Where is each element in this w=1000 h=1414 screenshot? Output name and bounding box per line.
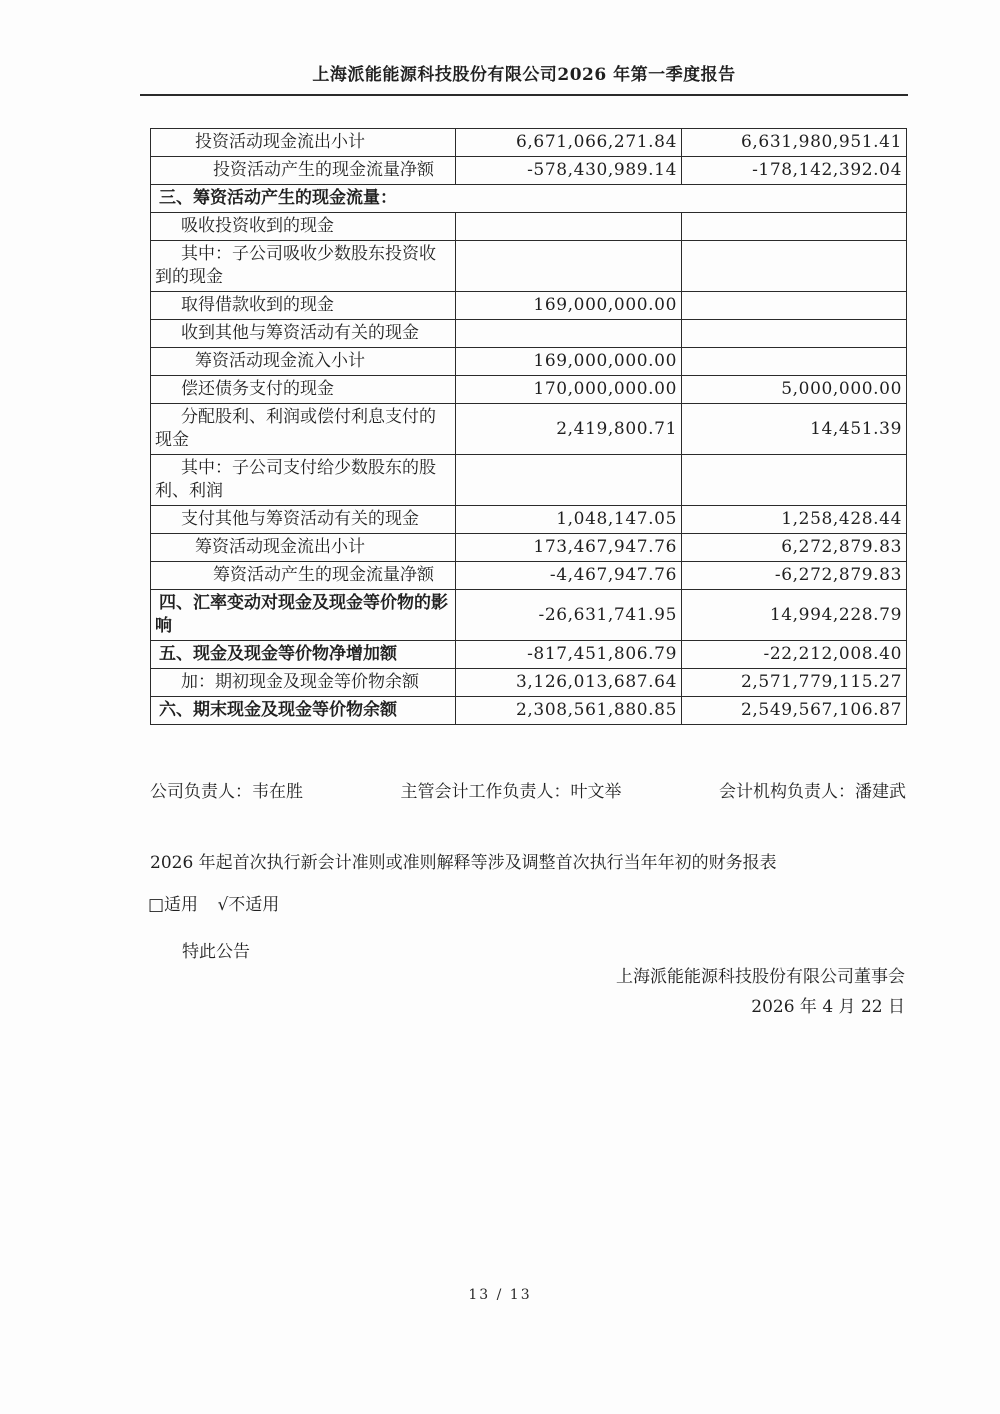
row-label: 其中：子公司吸收少数股东投资收到的现金 <box>151 241 456 292</box>
table-row <box>151 562 907 590</box>
row-value-current-period <box>456 241 682 292</box>
row-value-prior-period <box>682 241 907 292</box>
row-value-current-period: -26,631,741.95 <box>456 590 682 641</box>
row-value-prior-period: -178,142,392.04 <box>682 157 907 185</box>
table-row <box>151 185 907 213</box>
document-title: 上海派能能源科技股份有限公司2026 年第一季度报告 <box>312 65 736 85</box>
accounting-org-head-signature: 会计机构负责人：潘建武 <box>719 782 906 802</box>
row-value-prior-period <box>682 455 907 506</box>
row-value-current-period <box>456 455 682 506</box>
row-value-current-period: 169,000,000.00 <box>456 348 682 376</box>
row-label: 六、期末现金及现金等价物余额 <box>151 697 456 725</box>
checkbox-not-applicable: √不适用 <box>217 895 280 915</box>
page-footer <box>0 1287 1000 1303</box>
signatories-row <box>150 777 906 802</box>
accounting-head-signature: 主管会计工作负责人：叶文举 <box>400 782 622 802</box>
applicability-line <box>148 890 279 915</box>
company-head-signature: 公司负责人：韦在胜 <box>150 782 303 802</box>
row-value-current-period: 169,000,000.00 <box>456 292 682 320</box>
row-value-current-period: 1,048,147.05 <box>456 506 682 534</box>
row-label: 支付其他与筹资活动有关的现金 <box>151 506 456 534</box>
row-label: 五、现金及现金等价物净增加额 <box>151 641 456 669</box>
table-row <box>151 376 907 404</box>
row-label: 筹资活动产生的现金流量净额 <box>151 562 456 590</box>
row-label: 收到其他与筹资活动有关的现金 <box>151 320 456 348</box>
row-value-prior-period: 2,571,779,115.27 <box>682 669 907 697</box>
table-row <box>151 129 907 157</box>
table-row <box>151 697 907 725</box>
page-number: 13 / 13 <box>468 1287 532 1303</box>
checkbox-applicable: □适用 <box>148 895 199 915</box>
row-label: 加：期初现金及现金等价物余额 <box>151 669 456 697</box>
row-value-prior-period: -22,212,008.40 <box>682 641 907 669</box>
signoff-company: 上海派能能源科技股份有限公司董事会 <box>616 967 905 987</box>
row-label: 投资活动现金流出小计 <box>151 129 456 157</box>
table-row <box>151 669 907 697</box>
cash-flow-table <box>150 128 907 725</box>
signoff-block <box>616 962 905 1022</box>
row-value-prior-period <box>682 213 907 241</box>
first-adoption-note: 2026 年起首次执行新会计准则或准则解释等涉及调整首次执行当年年初的财务报表 <box>150 853 777 873</box>
row-value-current-period: -578,430,989.14 <box>456 157 682 185</box>
row-value-current-period <box>456 320 682 348</box>
row-value-current-period: 170,000,000.00 <box>456 376 682 404</box>
row-value-prior-period: 2,549,567,106.87 <box>682 697 907 725</box>
row-value-prior-period: 6,272,879.83 <box>682 534 907 562</box>
row-value-current-period: -817,451,806.79 <box>456 641 682 669</box>
row-value-current-period: 2,308,561,880.85 <box>456 697 682 725</box>
row-label: 四、汇率变动对现金及现金等价物的影响 <box>151 590 456 641</box>
row-value-current-period: -4,467,947.76 <box>456 562 682 590</box>
table-row <box>151 455 907 506</box>
row-value-prior-period: 14,994,228.79 <box>682 590 907 641</box>
row-value-prior-period <box>682 292 907 320</box>
table-row <box>151 590 907 641</box>
row-label: 分配股利、利润或偿付利息支付的现金 <box>151 404 456 455</box>
table-row <box>151 404 907 455</box>
table-row <box>151 320 907 348</box>
row-label: 投资活动产生的现金流量净额 <box>151 157 456 185</box>
table-row <box>151 641 907 669</box>
row-value-prior-period: 5,000,000.00 <box>682 376 907 404</box>
row-section-label: 三、筹资活动产生的现金流量： <box>151 185 907 213</box>
row-value-current-period: 6,671,066,271.84 <box>456 129 682 157</box>
signoff-date: 2026 年 4 月 22 日 <box>751 997 905 1017</box>
row-label: 其中：子公司支付给少数股东的股利、利润 <box>151 455 456 506</box>
table-row <box>151 534 907 562</box>
row-value-prior-period: 1,258,428.44 <box>682 506 907 534</box>
row-value-current-period <box>456 213 682 241</box>
row-label: 筹资活动现金流出小计 <box>151 534 456 562</box>
table-row <box>151 241 907 292</box>
row-value-prior-period <box>682 320 907 348</box>
table-row <box>151 348 907 376</box>
table-row <box>151 506 907 534</box>
cash-flow-table-body <box>151 129 907 725</box>
table-row <box>151 292 907 320</box>
table-row <box>151 157 907 185</box>
row-value-prior-period: 14,451.39 <box>682 404 907 455</box>
row-value-prior-period: -6,272,879.83 <box>682 562 907 590</box>
row-value-prior-period: 6,631,980,951.41 <box>682 129 907 157</box>
row-label: 偿还债务支付的现金 <box>151 376 456 404</box>
row-value-current-period: 2,419,800.71 <box>456 404 682 455</box>
row-label: 吸收投资收到的现金 <box>151 213 456 241</box>
row-value-current-period: 3,126,013,687.64 <box>456 669 682 697</box>
row-value-current-period: 173,467,947.76 <box>456 534 682 562</box>
row-label: 筹资活动现金流入小计 <box>151 348 456 376</box>
row-value-prior-period <box>682 348 907 376</box>
row-label: 取得借款收到的现金 <box>151 292 456 320</box>
document-header <box>140 60 908 96</box>
announcement-text: 特此公告 <box>182 942 250 962</box>
table-row <box>151 213 907 241</box>
